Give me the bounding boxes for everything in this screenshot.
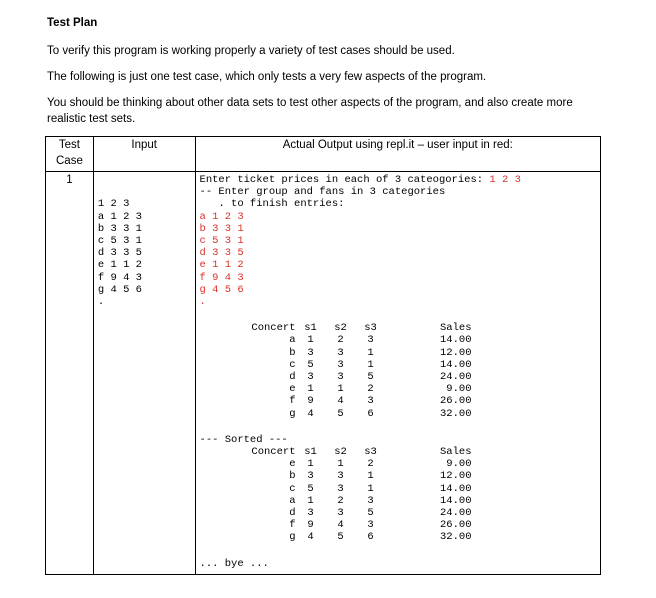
results-table — [250, 322, 472, 420]
table-cell: Concert — [251, 322, 296, 335]
table-cell: 3 — [307, 470, 314, 483]
table-row — [250, 483, 472, 495]
results-header-row — [250, 446, 472, 458]
table-cell: 3 — [307, 371, 314, 384]
input-line: c 5 3 1 — [97, 235, 142, 248]
table-cell: 14.00 — [440, 494, 472, 507]
table-cell: 12.00 — [440, 470, 472, 483]
echo-line: b 3 3 1 — [199, 222, 244, 235]
input-line: e 1 1 2 — [97, 259, 142, 272]
table-cell: 2 — [337, 334, 344, 347]
table-cell: f — [289, 395, 296, 408]
table-cell: 5 — [307, 358, 314, 371]
input-lines — [98, 198, 191, 308]
table-cell: 2 — [367, 458, 374, 471]
table-cell: s2 — [334, 322, 347, 335]
table-cell: 3 — [367, 334, 374, 347]
table-cell: 9 — [307, 395, 314, 408]
table-cell: 12.00 — [440, 346, 472, 359]
table-cell: 4 — [307, 531, 314, 544]
table-cell: 3 — [337, 470, 344, 483]
table-cell: 5 — [367, 371, 374, 384]
table-cell: a — [289, 494, 296, 507]
echo-line: f 9 4 3 — [199, 271, 244, 284]
table-row — [250, 371, 472, 383]
table-cell: 6 — [367, 531, 374, 544]
prompt-user-input: 1 2 3 — [489, 174, 521, 186]
table-cell: Concert — [251, 446, 296, 459]
prompt-line-2: -- Enter group and fans in 3 categories — [199, 186, 446, 199]
table-row — [250, 507, 472, 519]
page-title: Test Plan — [47, 17, 98, 29]
table-row — [46, 172, 601, 575]
table-cell: 26.00 — [440, 395, 472, 408]
table-cell: 3 — [307, 346, 314, 359]
col-test-case: Test Case — [46, 137, 94, 172]
table-cell: s3 — [364, 322, 377, 335]
table-cell: 5 — [367, 507, 374, 520]
table-cell: 3 — [307, 507, 314, 520]
table-cell: 32.00 — [440, 531, 472, 544]
prompt-text: Enter ticket prices in each of 3 cateogories: — [199, 174, 490, 186]
table-cell: g — [289, 531, 296, 544]
table-cell: 5 — [337, 531, 344, 544]
table-cell: 4 — [307, 407, 314, 420]
table-cell: f — [289, 519, 296, 532]
table-cell: 9 — [307, 519, 314, 532]
table-cell: 24.00 — [440, 371, 472, 384]
table-cell: 3 — [367, 519, 374, 532]
table-row — [250, 495, 472, 507]
table-cell: 1 — [307, 458, 314, 471]
test-plan-table — [45, 136, 601, 575]
table-cell: 32.00 — [440, 407, 472, 420]
table-cell: 1 — [337, 383, 344, 396]
table-cell: b — [289, 470, 296, 483]
input-line: . — [97, 296, 105, 309]
table-row — [250, 458, 472, 470]
table-row — [250, 395, 472, 407]
table-cell: d — [289, 507, 296, 520]
table-cell: Sales — [440, 446, 472, 459]
echo-line: g 4 5 6 — [199, 283, 244, 296]
table-cell: c — [289, 358, 296, 371]
table-row — [250, 519, 472, 531]
table-cell: 1 — [367, 358, 374, 371]
table-cell: b — [289, 346, 296, 359]
table-cell: 1 — [337, 458, 344, 471]
table-cell: 1 — [367, 482, 374, 495]
table-cell: 3 — [367, 494, 374, 507]
table-row — [250, 359, 472, 371]
intro-line-4: realistic test sets. — [47, 113, 136, 125]
table-cell: s1 — [304, 322, 317, 335]
intro-line-3: You should be thinking about other data sets to test other aspects of the program, and also create more — [47, 97, 573, 109]
table-cell: d — [289, 371, 296, 384]
sorted-results-table — [250, 446, 472, 544]
table-cell: 4 — [337, 519, 344, 532]
echo-line: e 1 1 2 — [199, 259, 244, 272]
table-cell: 3 — [337, 358, 344, 371]
table-cell: 26.00 — [440, 519, 472, 532]
table-cell: s2 — [334, 446, 347, 459]
table-cell: 2 — [367, 383, 374, 396]
intro-line-1: To verify this program is working properly a variety of test cases should be used. — [47, 45, 455, 57]
table-cell: 4 — [337, 395, 344, 408]
table-cell: 2 — [337, 494, 344, 507]
col-input: Input — [93, 137, 195, 172]
table-cell: 1 — [307, 334, 314, 347]
table-cell: c — [289, 482, 296, 495]
input-line: d 3 3 5 — [97, 247, 142, 260]
input-line: g 4 5 6 — [97, 283, 142, 296]
table-cell: 3 — [337, 507, 344, 520]
table-cell: e — [289, 383, 296, 396]
table-cell: 14.00 — [440, 334, 472, 347]
table-cell: 14.00 — [440, 482, 472, 495]
table-cell: 9.00 — [446, 383, 472, 396]
input-line: 1 2 3 — [97, 198, 130, 211]
input-line: a 1 2 3 — [97, 210, 142, 223]
table-row — [250, 383, 472, 395]
echo-line: d 3 3 5 — [199, 247, 244, 260]
sorted-label: --- Sorted --- — [199, 433, 288, 446]
table-cell: 1 — [367, 470, 374, 483]
table-header-row — [46, 137, 601, 172]
table-cell: g — [289, 407, 296, 420]
output-cell — [195, 172, 600, 575]
table-cell: 5 — [307, 482, 314, 495]
table-row — [250, 347, 472, 359]
table-row — [250, 408, 472, 420]
col-output: Actual Output using repl.it – user input in red: — [195, 137, 600, 172]
case-number: 1 — [46, 172, 94, 575]
table-cell: s1 — [304, 446, 317, 459]
table-cell: 1 — [367, 346, 374, 359]
table-row — [250, 470, 472, 482]
table-cell: 1 — [307, 383, 314, 396]
table-row — [250, 531, 472, 543]
input-line: b 3 3 1 — [97, 222, 142, 235]
table-row — [250, 334, 472, 346]
echo-lines — [200, 211, 596, 309]
table-cell: 9.00 — [446, 458, 472, 471]
echo-line: . — [199, 296, 206, 309]
table-cell: s3 — [364, 446, 377, 459]
table-cell: 1 — [307, 494, 314, 507]
input-line: f 9 4 3 — [97, 271, 142, 284]
table-cell: 3 — [337, 371, 344, 384]
input-cell — [93, 172, 195, 575]
prompt-line-3: . to finish entries: — [199, 198, 345, 211]
prompt-line-1 — [200, 174, 596, 186]
table-cell: 3 — [337, 346, 344, 359]
echo-line: a 1 2 3 — [199, 210, 244, 223]
table-cell: 24.00 — [440, 507, 472, 520]
table-cell: e — [289, 458, 296, 471]
table-cell: 6 — [367, 407, 374, 420]
table-cell: 3 — [337, 482, 344, 495]
table-cell: Sales — [440, 322, 472, 335]
table-cell: a — [289, 334, 296, 347]
echo-line: c 5 3 1 — [199, 235, 244, 248]
results-header-row — [250, 322, 472, 334]
intro-line-2: The following is just one test case, which only tests a very few aspects of the program. — [47, 71, 487, 83]
table-cell: 14.00 — [440, 358, 472, 371]
table-cell: 3 — [367, 395, 374, 408]
bye-line: ... bye ... — [199, 557, 269, 570]
table-cell: 5 — [337, 407, 344, 420]
